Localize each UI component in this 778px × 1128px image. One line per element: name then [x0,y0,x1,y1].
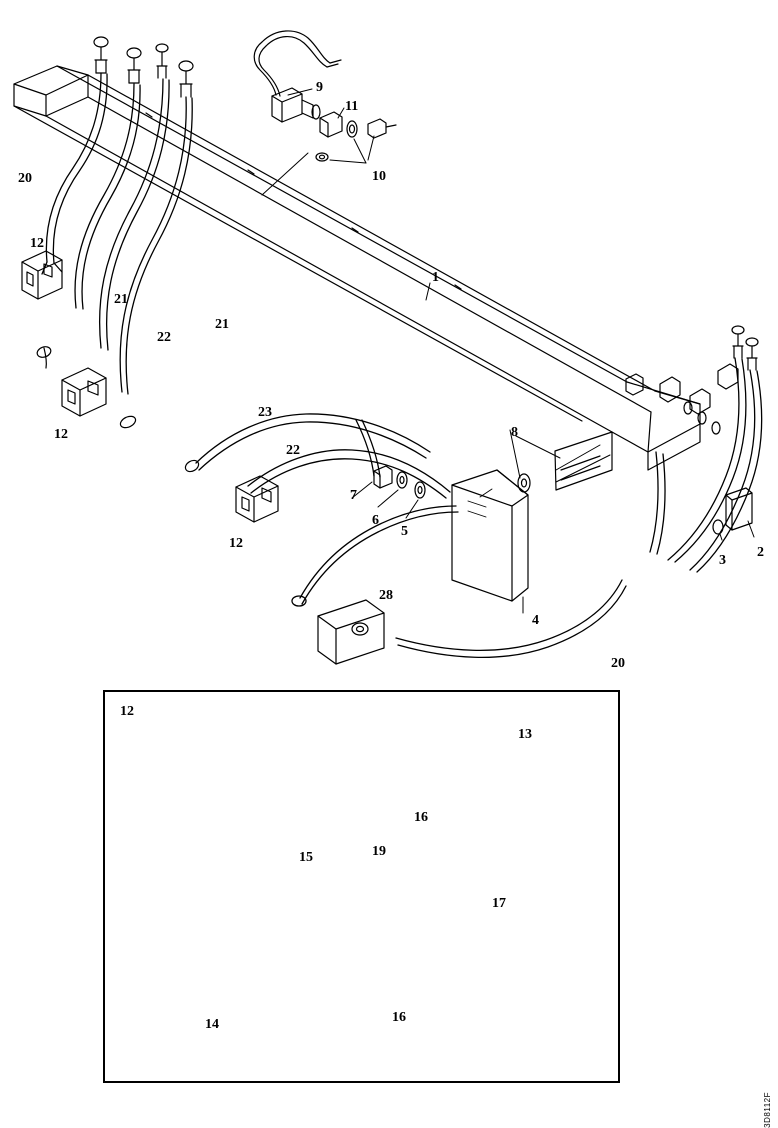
fitting-block-middle [183,458,278,522]
callout-1: 1 [432,270,439,285]
callout-14: 14 [205,1017,219,1032]
callout-21: 21 [114,292,128,307]
callout-17: 17 [492,896,506,911]
fitting-block-upper-left [22,251,62,368]
right-bracket [713,488,754,540]
detail-view-frame [103,690,620,1083]
callout-5: 5 [401,524,408,539]
callout-16: 16 [414,810,428,825]
top-left-ports [94,37,193,97]
callout-22b: 22 [286,443,300,458]
callout-12b: 12 [54,427,68,442]
callout-4: 4 [532,613,539,628]
callout-2: 2 [757,545,764,560]
callout-7: 7 [350,488,357,503]
callout-9: 9 [316,80,323,95]
valve-box-4 [452,430,530,613]
small-parts-7-6-5 [352,466,425,518]
callout-20b: 20 [611,656,625,671]
callout-8: 8 [511,425,518,440]
callout-10: 10 [372,169,386,184]
callout-11: 11 [345,99,359,114]
callout-28: 28 [379,588,393,603]
callout-3: 3 [719,553,726,568]
lower-block [318,600,384,664]
callout-6: 6 [372,513,379,528]
callout-22: 22 [157,330,171,345]
callout-12: 12 [30,236,44,251]
callout-15: 15 [299,850,313,865]
callout-16b: 16 [392,1010,406,1025]
hose-group-right [650,358,762,572]
callout-13: 13 [518,727,532,742]
callout-20: 20 [18,171,32,186]
callout-19: 19 [372,844,386,859]
callout-23: 23 [258,405,272,420]
detail-box-label: 12 [120,704,134,719]
sheet-code: 3D8112F [763,1092,772,1128]
callout-21b: 21 [215,317,229,332]
callout-12c: 12 [229,536,243,551]
hose-group-middle [196,414,626,657]
